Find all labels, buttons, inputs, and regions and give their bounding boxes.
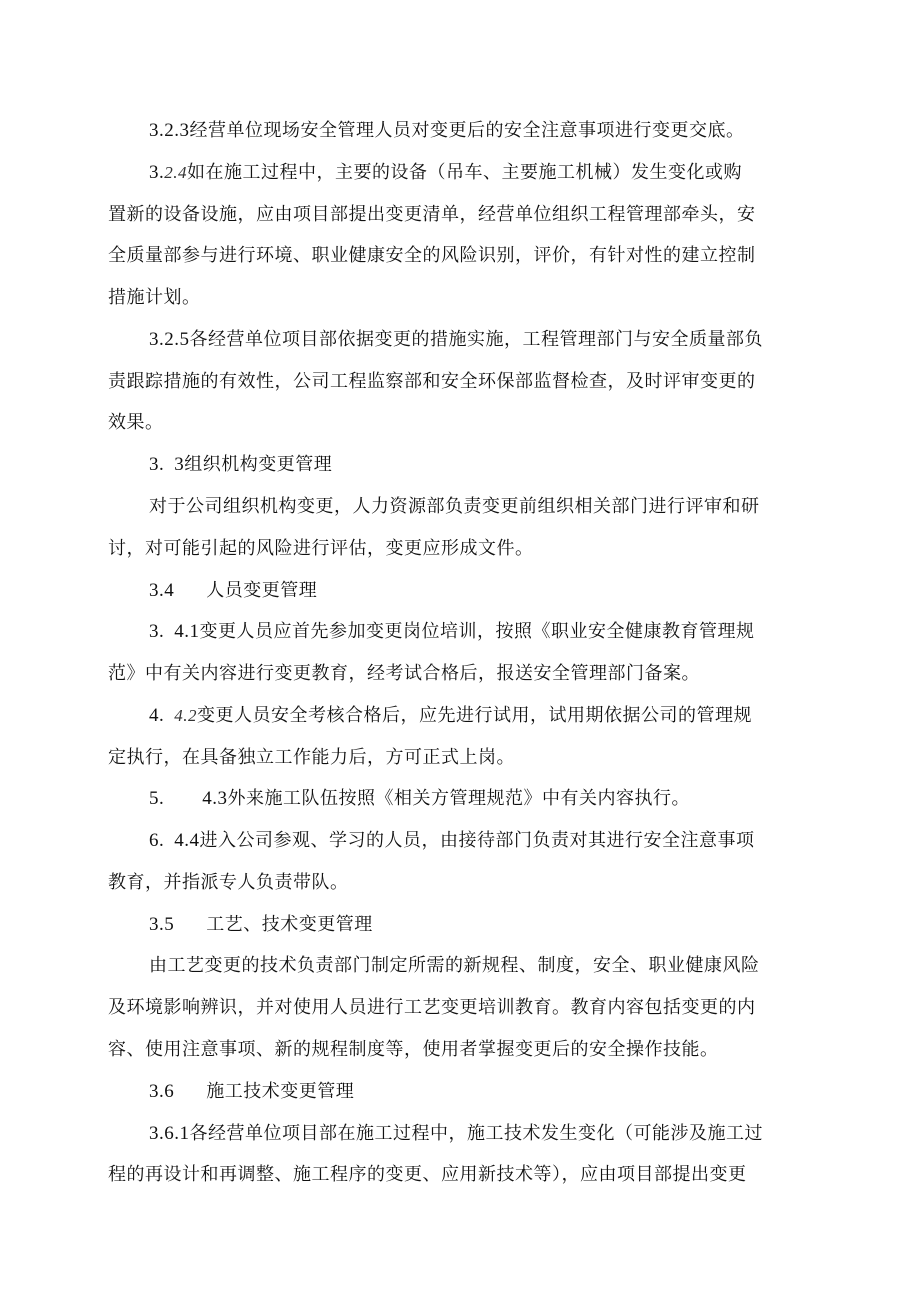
paragraph-4-4-line2: 教育，并指派专人负责带队。 (108, 872, 349, 893)
section-number-italic: 2.4 (164, 163, 187, 182)
paragraph-process-line2: 及环境影响辨识，并对使用人员进行工艺变更培训教育。教育内容包括变更的内 (108, 997, 756, 1018)
paragraph-text: 外来施工队伍按照《相关方管理规范》中有关内容执行。 (227, 788, 690, 809)
paragraph-process-line3: 容、使用注意事项、新的规程制度等，使用者掌握变更后的安全操作技能。 (108, 1039, 719, 1060)
section-number: 3.6 (149, 1081, 175, 1102)
paragraph-text: 经营单位现场安全管理人员对变更后的安全注意事项进行变更交底。 (189, 120, 745, 141)
section-number: 4. (149, 705, 165, 726)
paragraph-text: 如在施工过程中，主要的设备（吊车、主要施工机械）发生变化或购 (187, 162, 742, 183)
paragraph-3-2-5-line2: 责跟踪措施的有效性，公司工程监察部和安全环保部监督检查，及时评审变更的 (108, 371, 756, 392)
paragraph-text: 变更人员安全考核合格后，应先进行试用，试用期依据公司的管理规 (197, 705, 752, 726)
heading-text: 施工技术变更管理 (206, 1081, 355, 1102)
section-number: 3. (149, 621, 165, 642)
paragraph-org-line2: 讨，对可能引起的风险进行评估，变更应形成文件。 (108, 538, 534, 559)
paragraph-process-line1: 由工艺变更的技术负责部门制定所需的新规程、制度，安全、职业健康风险 (149, 955, 760, 976)
heading-text: 工艺、技术变更管理 (206, 914, 373, 935)
section-number: 3. (149, 162, 165, 183)
heading-3-4 (149, 578, 317, 604)
paragraph-4-1-line1 (149, 619, 755, 645)
paragraph-text: 各经营单位项目部依据变更的措施实施，工程管理部门与安全质量部负 (189, 329, 763, 350)
heading-3-3 (149, 452, 332, 478)
paragraph-3-2-4-line1 (149, 160, 742, 186)
section-number: 5. (149, 788, 165, 809)
paragraph-text: 变更人员应首先参加变更岗位培训，按照《职业安全健康教育管理规 (199, 621, 755, 642)
heading-text: 人员变更管理 (206, 580, 318, 601)
paragraph-text: 进入公司参观、学习的人员，由接待部门负责对其进行安全注意事项 (199, 830, 755, 851)
paragraph-3-2-5-line1 (149, 327, 763, 353)
section-number: 3.6.1 (149, 1123, 190, 1144)
paragraph-4-3 (149, 786, 690, 812)
section-number: 3.2.5 (149, 329, 190, 350)
paragraph-4-4-line1 (149, 828, 755, 854)
section-number-part: 3 (174, 454, 185, 475)
paragraph-3-2-4-line3: 全质量部参与进行环境、职业健康安全的风险识别，评价，有针对性的建立控制 (108, 245, 756, 266)
paragraph-3-2-3 (149, 118, 745, 144)
section-number-part: 4.4 (174, 830, 200, 851)
paragraph-text: 各经营单位项目部在施工过程中，施工技术发生变化（可能涉及施工过 (189, 1123, 763, 1144)
section-number: 3.5 (149, 914, 175, 935)
paragraph-3-6-1-line2: 程的再设计和再调整、施工程序的变更、应用新技术等），应由项目部提出变更 (108, 1164, 747, 1185)
heading-text: 组织机构变更管理 (184, 454, 333, 475)
paragraph-3-2-4-line4: 措施计划。 (108, 287, 201, 308)
section-number: 3.2.3 (149, 120, 190, 141)
paragraph-3-2-5-line3: 效果。 (108, 412, 164, 433)
section-number-italic: 4.2 (174, 706, 197, 725)
section-number: 3.4 (149, 580, 175, 601)
paragraph-3-6-1-line1 (149, 1121, 763, 1147)
heading-3-5 (149, 912, 373, 938)
section-number-part: 4.1 (174, 621, 200, 642)
paragraph-4-2-line2: 定执行，在具备独立工作能力后，方可正式上岗。 (108, 747, 515, 768)
heading-3-6 (149, 1079, 354, 1105)
paragraph-4-1-line2: 范》中有关内容进行变更教育，经考试合格后，报送安全管理部门备案。 (108, 663, 700, 684)
section-number: 3. (149, 454, 165, 475)
paragraph-org-line1: 对于公司组织机构变更，人力资源部负责变更前组织相关部门进行评审和研 (149, 496, 760, 517)
paragraph-3-2-4-line2: 置新的设备设施，应由项目部提出变更清单，经营单位组织工程管理部牵头，安 (108, 204, 756, 225)
paragraph-4-2-line1 (149, 703, 752, 729)
section-number-part: 4.3 (202, 788, 228, 809)
section-number: 6. (149, 830, 165, 851)
